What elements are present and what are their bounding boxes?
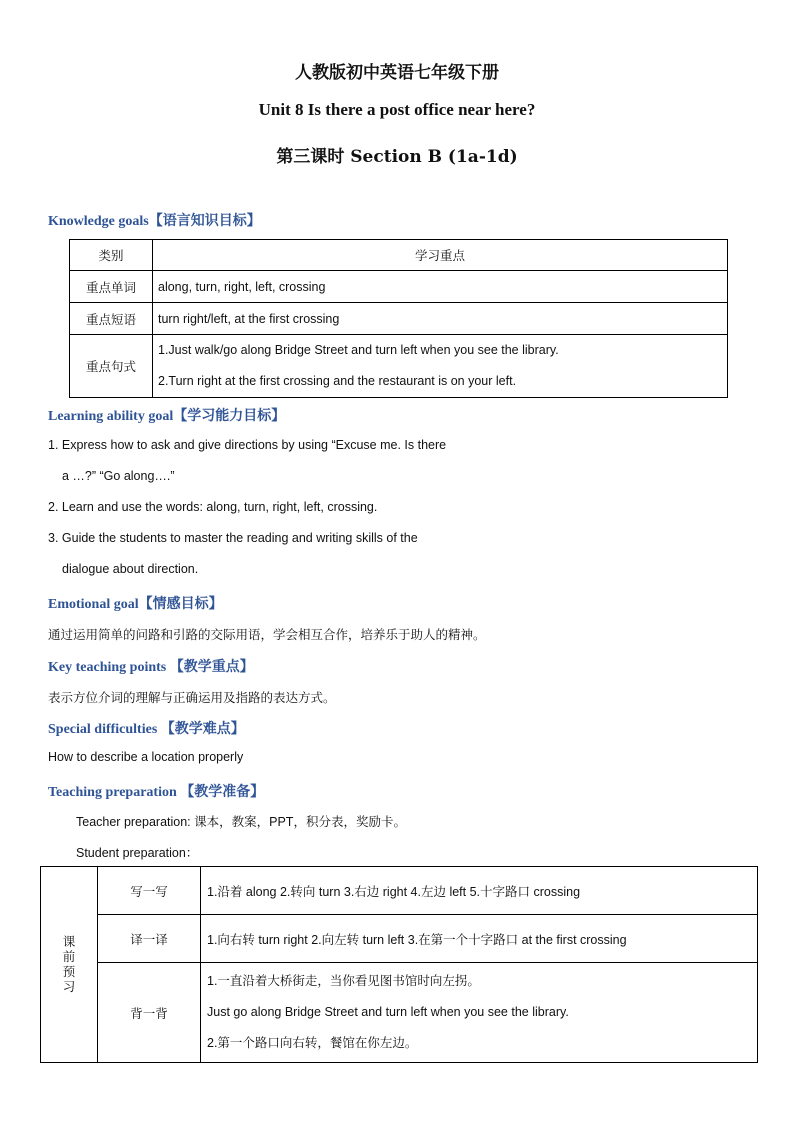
row-label-words: 重点单词 <box>70 271 153 303</box>
row-label-phrases: 重点短语 <box>70 303 153 335</box>
teacher-preparation: Teacher preparation: 课本，教案，PPT，积分表，奖励卡。 <box>76 815 406 829</box>
table-row <box>41 915 758 963</box>
header-category: 类别 <box>70 240 153 271</box>
emotional-goal-heading: Emotional goal【情感目标】 <box>48 597 223 612</box>
table-row <box>70 271 728 303</box>
preparation-heading: Teaching preparation 【教学准备】 <box>48 785 265 800</box>
header-focus: 学习重点 <box>153 240 728 271</box>
recite-line: 2.第一个路口向右转，餐馆在你左边。 <box>207 1036 418 1050</box>
row-label-recite: 背一背 <box>98 963 201 1063</box>
preview-side-label <box>41 867 98 1063</box>
recite-line: Just go along Bridge Street and turn left when you see the library. <box>207 1005 569 1019</box>
sentence-line: 1.Just walk/go along Bridge Street and turn left when you see the library. <box>158 343 559 357</box>
table-header-row <box>70 240 728 271</box>
row-content-sentences <box>153 335 728 398</box>
difficulties-heading: Special difficulties 【教学难点】 <box>48 722 245 737</box>
row-label-translate: 译一译 <box>98 915 201 963</box>
key-points-heading: Key teaching points 【教学重点】 <box>48 660 254 675</box>
ability-line: 3. Guide the students to master the reading and writing skills of the <box>48 531 418 545</box>
sentence-line: 2.Turn right at the first crossing and the restaurant is on your left. <box>158 374 517 388</box>
table-row <box>41 963 758 1063</box>
key-points-text: 表示方位介词的理解与正确运用及指路的表达方式。 <box>48 690 336 705</box>
lesson-title: 第三课时 Section B (1a-1d) <box>276 147 518 167</box>
row-content-phrases: turn right/left, at the first crossing <box>153 303 728 335</box>
row-content-recite <box>201 963 758 1063</box>
table-row <box>70 335 728 398</box>
knowledge-goals-heading: Knowledge goals【语言知识目标】 <box>48 214 261 229</box>
table-row <box>41 867 758 915</box>
ability-line: dialogue about direction. <box>62 562 199 576</box>
table-row <box>70 303 728 335</box>
ability-line: 1. Express how to ask and give directions by using “Excuse me. Is there <box>48 438 447 452</box>
learning-ability-heading: Learning ability goal【学习能力目标】 <box>48 409 286 424</box>
unit-title: Unit 8 Is there a post office near here? <box>258 100 536 119</box>
side-char: 课 <box>62 934 76 949</box>
side-char: 预 <box>62 964 76 979</box>
row-content-write: 1.沿着 along 2.转向 turn 3.右边 right 4.左边 left 5.十字路口 crossing <box>201 867 758 915</box>
student-preparation: Student preparation： <box>76 846 199 860</box>
difficulties-text: How to describe a location properly <box>48 750 244 764</box>
ability-line: 2. Learn and use the words: along, turn, right, left, crossing. <box>48 500 378 514</box>
row-label-write: 写一写 <box>98 867 201 915</box>
recite-line: 1.一直沿着大桥街走，当你看见图书馆时向左拐。 <box>207 974 480 988</box>
side-char: 前 <box>62 949 76 964</box>
row-content-translate: 1.向右转 turn right 2.向左转 turn left 3.在第一个十字路口 at the first crossing <box>201 915 758 963</box>
row-label-sentences: 重点句式 <box>70 335 153 398</box>
document-title: 人教版初中英语七年级下册 <box>295 63 499 83</box>
row-content-words: along, turn, right, left, crossing <box>153 271 728 303</box>
knowledge-goals-table <box>69 239 728 398</box>
emotional-goal-text: 通过运用简单的问路和引路的交际用语，学会相互合作，培养乐于助人的精神。 <box>48 627 486 642</box>
ability-line: a …?” “Go along….” <box>62 469 175 483</box>
side-char: 习 <box>62 979 76 994</box>
preview-table <box>40 866 758 1063</box>
